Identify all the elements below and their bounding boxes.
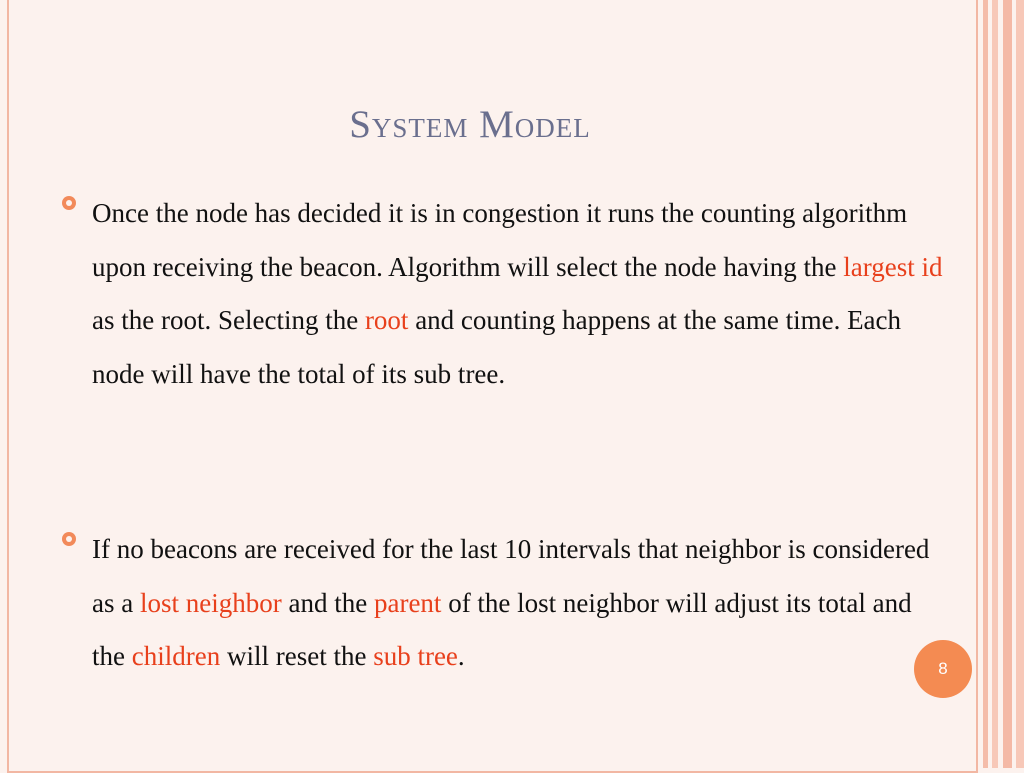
highlighted-term: lost neighbor — [139, 587, 282, 618]
text-run: . — [457, 641, 465, 671]
bullet-circle-icon — [62, 532, 76, 546]
highlighted-term: sub tree — [373, 641, 458, 671]
decorative-stripe — [1003, 0, 1012, 768]
highlighted-term: largest id — [843, 251, 943, 282]
page-number: 8 — [938, 659, 948, 678]
bullet-text — [92, 187, 950, 401]
decorative-stripe — [983, 0, 988, 768]
bullet-text — [92, 523, 950, 684]
text-run: will reset the — [220, 641, 374, 671]
text-run: Once the node has decided it is in congestion it runs the counting algorithm upon receiving the beacon. Algorithm will select the node having the — [92, 198, 908, 282]
text-run: of the lost neighbor will adjust its total and the — [92, 587, 912, 671]
page-number-badge — [914, 640, 972, 698]
slide-title: System Model — [349, 103, 591, 146]
decorative-stripe — [992, 0, 998, 768]
text-run: as the root. Selecting the — [92, 305, 365, 335]
highlighted-term: children — [131, 641, 221, 671]
highlighted-term: root — [364, 305, 409, 335]
decorative-stripe — [1016, 0, 1024, 768]
bullet-circle-icon — [62, 196, 76, 210]
highlighted-term: parent — [373, 587, 442, 618]
text-run: and the — [281, 587, 374, 618]
text-run: If no beacons are received for the last 10 intervals that neighbor is considered as a — [92, 534, 930, 618]
text-run: and counting happens at the same time. Each node will have the total of its sub tree. — [92, 305, 902, 389]
